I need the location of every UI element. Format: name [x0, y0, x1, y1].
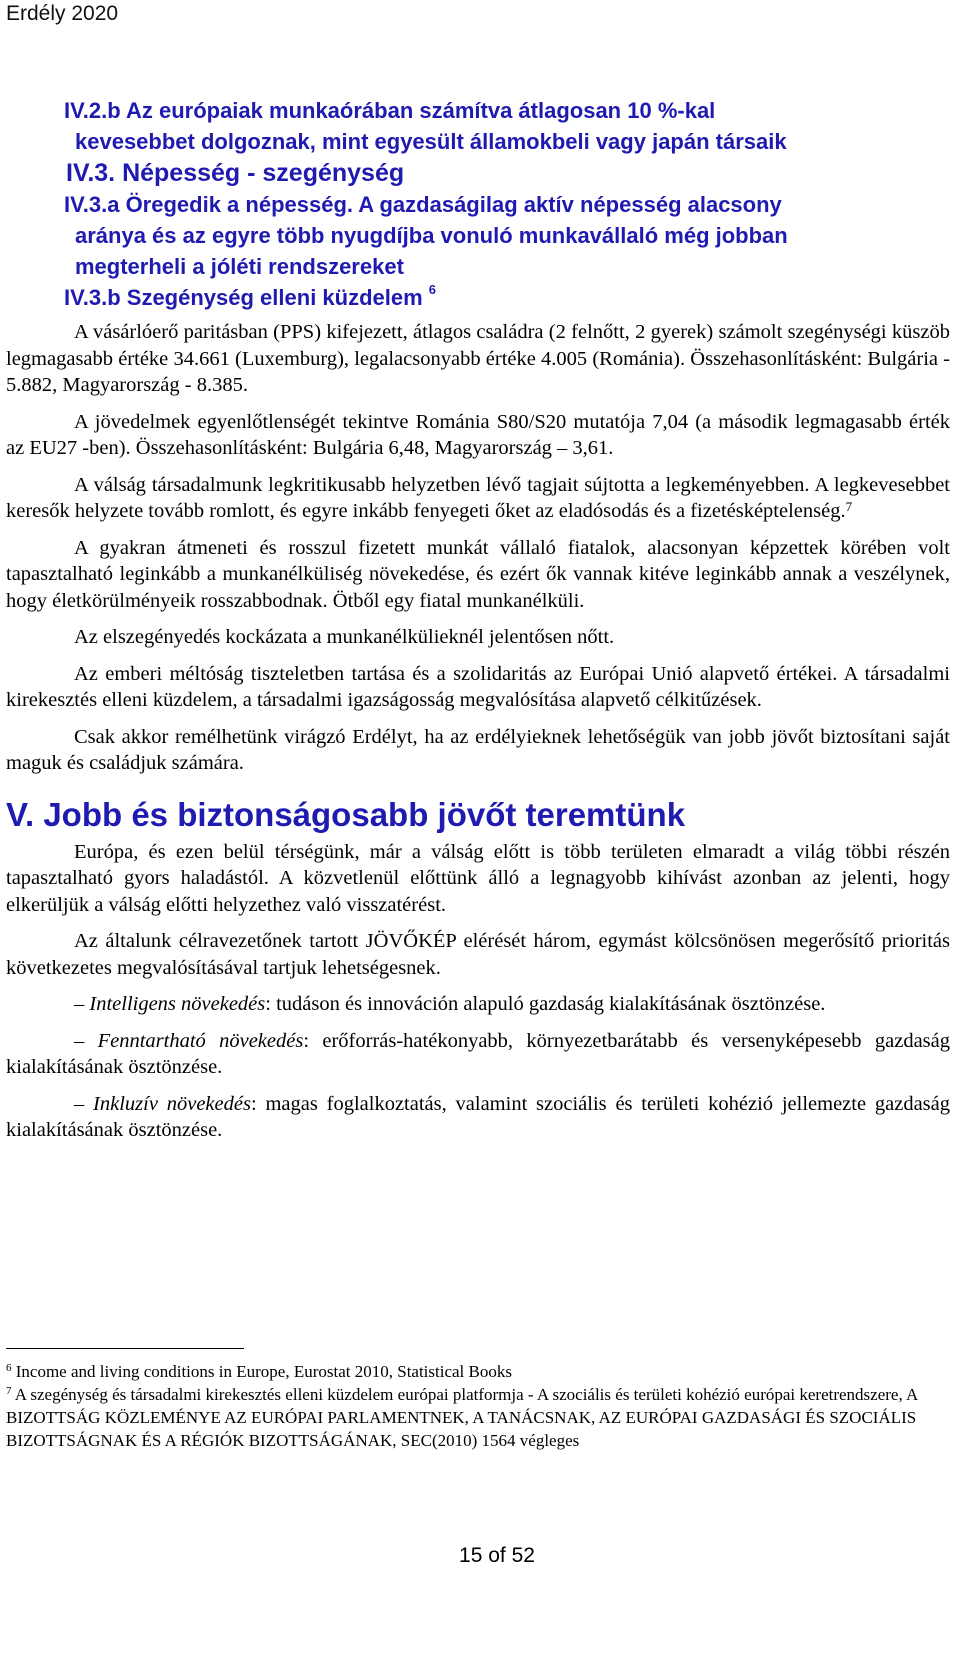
heading-v: V. Jobb és biztonságosabb jövőt teremtünk	[6, 795, 686, 833]
heading-iv3b	[6, 282, 950, 313]
dash-mark: –	[74, 993, 90, 1015]
paragraph-impoverishment-risk: Az elszegényedés kockázata a munkanélkülieknél jelentősen nőtt.	[74, 626, 615, 648]
paragraph-europe-progress: Európa, és ezen belül térségünk, már a válság előtt is több területen elmaradt a világ többi részén tapasztalható gyors haladástól. A közvetlenül előttünk álló a legnagyobb kihívást azonban az jelenti, hogy elkerüljük a válság előtti helyzethez való visszatérést.	[6, 840, 950, 916]
dash-mark: –	[74, 1029, 98, 1052]
priority-inclusive-growth-desc: : magas foglalkoztatás, valamint szociális és területi kohézió jellemezte gazdaság kialakításának ösztönzése.	[6, 1092, 950, 1141]
priority-smart-growth-term: Intelligens növekedés	[89, 993, 266, 1015]
footnote-6-text: Income and living conditions in Europe, Eurostat 2010, Statistical Books	[11, 1362, 512, 1381]
paragraph-prosperous-transylvania: Csak akkor remélhetünk virágzó Erdélyt, ha az erdélyieknek lehetőségük van jobb jövőt biztosítani saját maguk és családjuk számára.	[6, 725, 950, 774]
dash-mark: –	[74, 1092, 94, 1115]
paragraph-poverty-threshold: A vásárlóerő paritásban (PPS) kifejezett, átlagos családra (2 felnőtt, 2 gyerek) számolt szegénységi küszöb legmagasabb értéke 34.661 (Luxemburg), legalacsonyabb értéke 4.005 (Románia). Összehasonlításként: Bulgária - 5.882, Magyarország - 8.385.	[6, 321, 950, 396]
footnote-ref-7[interactable]: 7	[845, 499, 853, 514]
running-header: Erdély 2020	[6, 2, 119, 25]
heading-iv3a-line3: megterheli a jóléti rendszereket	[75, 254, 404, 279]
heading-iv3a-line1: IV.3.a Öregedik a népesség. A gazdaságilag aktív népesség alacsony	[64, 192, 782, 217]
paragraph-vision-priorities: Az általunk célravezetőnek tartott JÖVŐKÉP elérését három, egymást kölcsönösen megerősítő prioritás következetes megvalósításával tartjuk lehetségesnek.	[6, 930, 950, 979]
heading-iv3a-line2: aránya és az egyre több nyugdíjba vonuló munkavállaló még jobban	[75, 223, 788, 248]
paragraph-income-inequality: A jövedelmek egyenlőtlenségét tekintve Románia S80/S20 mutatója 7,04 (a második legmagasabb érték az EU27 -ben). Összehasonlításként: Bulgária 6,48, Magyarország – 3,61.	[6, 410, 950, 459]
footnote-7-text: A szegénység és társadalmi kirekesztés elleni küzdelem európai platformja - A szociális és területi kohézió európai keretrendszere, A BIZOTTSÁG KÖZLEMÉNYE AZ EURÓPAI PARLAMENTNEK, A TANÁCSNAK, AZ EURÓPAI GAZDASÁGI ÉS SZOCIÁLIS BIZOTTSÁGNAK ÉS A RÉGIÓK BIZOTTSÁGÁNAK, SEC(2010) 1564 végleges	[6, 1385, 918, 1450]
paragraph-crisis-impact-text: A válság társadalmunk legkritikusabb helyzetben lévő tagjait sújtotta a legkeményebben. A legkevesebbet keresők helyzete tovább romlott, és egyre inkább fenyegeti őket az eladósodás és a fizetésképtelenség.	[6, 473, 950, 522]
footnote-6	[6, 1360, 946, 1383]
footnote-6-number: 6	[6, 1362, 12, 1374]
paragraph-youth-unemployment: A gyakran átmeneti és rosszul fizetett munkát vállaló fiatalok, alacsonyan képzettek körében volt tapasztalható leginkább a munkanélküliség növekedése, és ezért ők vannak kitéve leginkább annak a veszélynek, hogy életkörülményeik rosszabbodnak. Ötből egy fiatal munkanélküli.	[6, 536, 950, 612]
priority-sustainable-growth-term: Fenntartható növekedés	[97, 1029, 304, 1052]
heading-iv2b-line1: IV.2.b Az európaiak munkaórában számítva átlagosan 10 %-kal	[64, 98, 716, 123]
heading-iv2b	[6, 95, 950, 157]
priority-inclusive-growth	[6, 1091, 950, 1144]
heading-iv3a	[6, 189, 950, 282]
footnote-ref-6[interactable]: 6	[428, 282, 437, 297]
priority-sustainable-growth-desc: : erőforrás-hatékonyabb, környezetbarátabb és versenyképesebb gazdaság kialakításának ösztönzése.	[6, 1029, 950, 1078]
heading-iv3b-text: IV.3.b Szegénység elleni küzdelem	[64, 285, 423, 310]
priority-inclusive-growth-term: Inkluzív növekedés	[93, 1092, 251, 1115]
footnote-7-number: 7	[6, 1385, 12, 1397]
heading-iv2b-line2: kevesebbet dolgoznak, mint egyesült államokbeli vagy japán társaik	[75, 129, 787, 154]
footnotes	[6, 1360, 946, 1452]
paragraph-crisis-impact	[6, 472, 950, 525]
footnote-7	[6, 1383, 946, 1452]
footnote-separator	[6, 1348, 244, 1349]
page-content	[6, 95, 950, 1144]
priority-smart-growth	[6, 991, 950, 1018]
priority-smart-growth-desc: : tudáson és innováción alapuló gazdaság kialakításának ösztönzése.	[265, 993, 826, 1015]
page-number: 15 of 52	[459, 1544, 535, 1567]
paragraph-human-dignity: Az emberi méltóság tiszteletben tartása és a szolidaritás az Európai Unió alapvető értékei. A társadalmi kirekesztés elleni küzdelem, a társadalmi igazságosság megvalósítása alapvető célkitűzések.	[6, 662, 950, 711]
heading-iv3: IV.3. Népesség - szegénység	[66, 159, 405, 187]
priority-sustainable-growth	[6, 1028, 950, 1081]
